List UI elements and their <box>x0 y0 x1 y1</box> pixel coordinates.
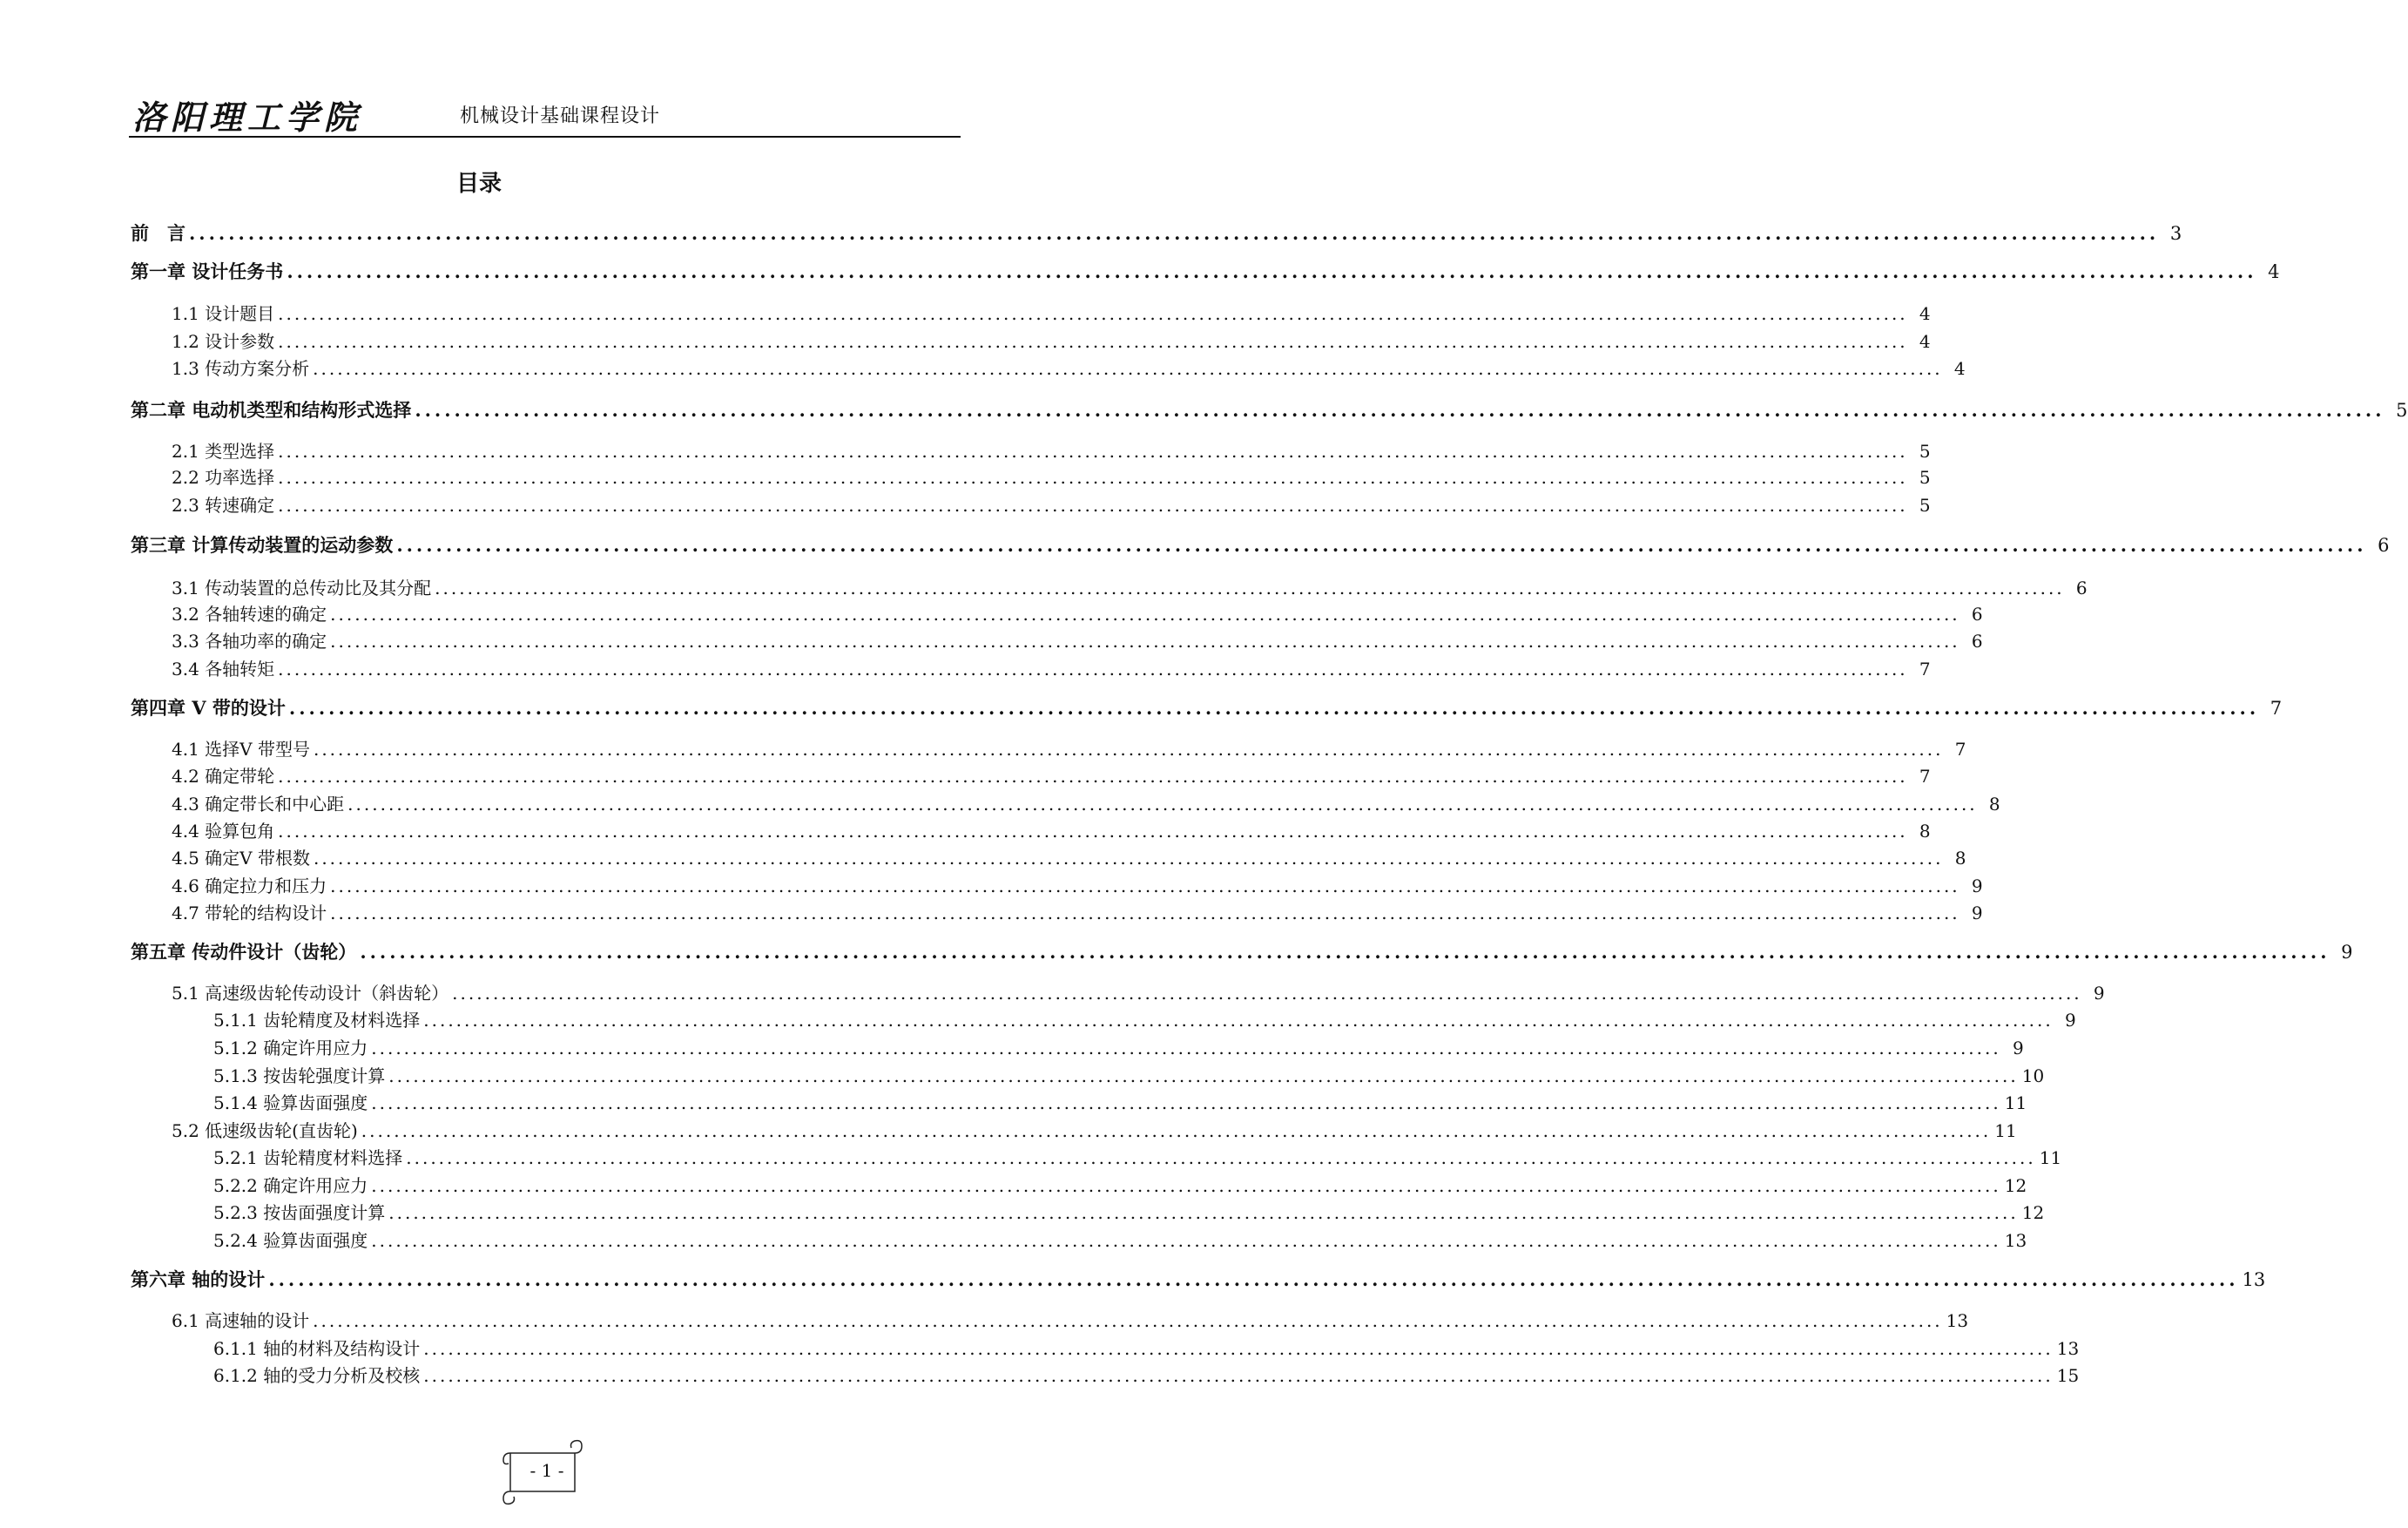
toc-section-entry[interactable] <box>213 1172 2027 1197</box>
toc-entry-page: 13 <box>2056 1338 2080 1359</box>
toc-section-entry[interactable] <box>172 872 1983 897</box>
toc-section-entry[interactable] <box>213 1199 2045 1224</box>
toc-entry-label: 第五章 传动件设计（齿轮） <box>131 941 357 963</box>
toc-section-entry[interactable] <box>213 1227 2027 1252</box>
toc-section-entry[interactable] <box>172 491 1931 517</box>
toc-entry-page: 9 <box>2013 1038 2024 1058</box>
toc-entry-page: 4 <box>1953 358 1966 379</box>
toc-entry-page: 4 <box>2268 261 2280 282</box>
dot-leader: ........................................................................................................................................................................................................ <box>330 631 1960 652</box>
toc-section-entry[interactable] <box>213 1335 2080 1360</box>
dot-leader: ........................................................................................................................................................................................................ <box>330 876 1960 896</box>
toc-entry-label: 5.1 高速级齿轮传动设计（斜齿轮） <box>172 983 449 1004</box>
toc-entry-page: 10 <box>2021 1065 2045 1086</box>
toc-chapter-entry[interactable] <box>131 1266 2266 1292</box>
toc-section-entry[interactable] <box>213 1089 2027 1114</box>
toc-entry-label: 4.6 确定拉力和压力 <box>172 876 327 896</box>
toc-entry-label: 前 言 <box>131 222 185 244</box>
toc-chapter-entry[interactable] <box>131 396 2408 423</box>
dot-leader: ........................................................................................................................................................................................................ <box>388 1202 2019 1223</box>
toc-section-entry[interactable] <box>172 1307 1969 1332</box>
toc-section-entry[interactable] <box>172 735 1966 761</box>
toc-section-entry[interactable] <box>213 1144 2062 1169</box>
toc-section-entry[interactable] <box>172 817 1931 842</box>
toc-entry-label: 第六章 轴的设计 <box>131 1268 266 1290</box>
toc-section-entry[interactable] <box>172 437 1931 463</box>
toc-section-entry[interactable] <box>213 1062 2045 1087</box>
toc-section-entry[interactable] <box>213 1034 2024 1059</box>
toc-entry-label: 5.2 低速级齿轮(直齿轮) <box>172 1120 358 1141</box>
dot-leader: ........................................................................................................................................................................................................ <box>278 821 1908 842</box>
toc-entry-label: 3.3 各轴功率的确定 <box>172 631 327 652</box>
toc-entry-page: 13 <box>2004 1230 2027 1251</box>
toc-entry-label: 5.1.1 齿轮精度及材料选择 <box>213 1010 421 1031</box>
toc-entry-label: 2.1 类型选择 <box>172 441 275 462</box>
toc-section-entry[interactable] <box>172 762 1931 788</box>
toc-entry-label: 2.2 功率选择 <box>172 467 275 488</box>
dot-leader: ........................................................................................................................................................................................................ <box>423 1365 2054 1386</box>
toc-entry-page: 5 <box>1919 441 1931 462</box>
toc-section-entry[interactable] <box>213 1362 2080 1387</box>
toc-section-entry[interactable] <box>172 627 1983 652</box>
toc-entry-page: 11 <box>1994 1120 2017 1141</box>
toc-entry-label: 6.1.1 轴的材料及结构设计 <box>213 1338 421 1359</box>
toc-section-entry[interactable] <box>213 1006 2076 1031</box>
dot-leader: ........................................................................................................................................................................................................ <box>278 495 1908 516</box>
toc-entry-page: 5 <box>2396 400 2408 421</box>
page-number: - 1 - <box>529 1460 564 1481</box>
toc-entry-page: 15 <box>2056 1365 2080 1386</box>
dot-leader: ........................................................................................................................................................................................................ <box>415 399 2385 421</box>
toc-entry-page: 7 <box>2270 698 2283 719</box>
toc-entry-page: 5 <box>1919 495 1931 516</box>
toc-entry-label: 5.1.2 确定许用应力 <box>213 1038 368 1058</box>
dot-leader: ........................................................................................................................................................................................................ <box>347 794 1978 815</box>
dot-leader: ........................................................................................................................................................................................................ <box>278 303 1908 324</box>
dot-leader: ........................................................................................................................................................................................................ <box>435 578 2065 598</box>
toc-entry-label: 4.7 带轮的结构设计 <box>172 903 327 923</box>
toc-entry-label: 4.4 验算包角 <box>172 821 275 842</box>
toc-entry-page: 3 <box>2169 223 2182 244</box>
dot-leader: ........................................................................................................................................................................................................ <box>388 1065 2019 1086</box>
toc-entry-label: 5.2.1 齿轮精度材料选择 <box>213 1147 403 1168</box>
toc-entry-label: 1.2 设计参数 <box>172 331 275 352</box>
toc-entry-label: 第三章 计算传动装置的运动参数 <box>131 534 394 556</box>
toc-chapter-entry[interactable] <box>131 220 2182 246</box>
toc-entry-page: 13 <box>1946 1310 1969 1331</box>
toc-entry-page: 7 <box>1954 739 1966 760</box>
toc-entry-label: 3.1 传动装置的总传动比及其分配 <box>172 578 432 598</box>
toc-entry-page: 6 <box>1971 604 1983 625</box>
dot-leader: ........................................................................................................................................................................................................ <box>406 1147 2036 1168</box>
toc-entry-page: 11 <box>2039 1147 2062 1168</box>
school-name: 洛阳理工学院 <box>132 98 363 137</box>
dot-leader: ........................................................................................................................................................................................................ <box>287 260 2257 282</box>
dot-leader: ........................................................................................................................................................................................................ <box>423 1010 2054 1031</box>
toc-entry-page: 12 <box>2004 1175 2027 1196</box>
toc-entry-label: 1.1 设计题目 <box>172 303 275 324</box>
toc-entry-label: 5.2.4 验算齿面强度 <box>213 1230 368 1251</box>
toc-chapter-entry[interactable] <box>131 694 2283 720</box>
toc-section-entry[interactable] <box>172 979 2105 1004</box>
toc-section-entry[interactable] <box>172 574 2088 599</box>
dot-leader: ........................................................................................................................................................................................................ <box>330 903 1960 923</box>
toc-entry-label: 5.2.2 确定许用应力 <box>213 1175 368 1196</box>
toc-entry-label: 4.1 选择V 带型号 <box>172 739 310 760</box>
toc-entry-page: 9 <box>2093 983 2105 1004</box>
toc-entry-label: 3.4 各轴转矩 <box>172 659 275 679</box>
toc-section-entry[interactable] <box>172 328 1931 353</box>
dot-leader: ........................................................................................................................................................................................................ <box>371 1175 2001 1196</box>
dot-leader: ........................................................................................................................................................................................................ <box>313 1310 1943 1331</box>
toc-entry-page: 9 <box>1971 876 1983 896</box>
toc-section-entry[interactable] <box>172 355 1966 380</box>
toc-entry-page: 6 <box>1971 631 1983 652</box>
dot-leader: ........................................................................................................................................................................................................ <box>313 358 1943 379</box>
toc-entry-page: 6 <box>2075 578 2088 598</box>
toc-section-entry[interactable] <box>172 1117 2017 1142</box>
dot-leader: ........................................................................................................................................................................................................ <box>313 739 1944 760</box>
dot-leader: ........................................................................................................................................................................................................ <box>278 766 1908 787</box>
course-title: 机械设计基础课程设计 <box>460 105 661 127</box>
toc-entry-page: 11 <box>2004 1092 2027 1113</box>
toc-entry-label: 3.2 各轴转速的确定 <box>172 604 327 625</box>
toc-entry-label: 6.1.2 轴的受力分析及校核 <box>213 1365 421 1386</box>
dot-leader: ........................................................................................................................................................................................................ <box>371 1230 2001 1251</box>
toc-entry-page: 8 <box>1919 821 1931 842</box>
page-footer <box>495 1437 590 1507</box>
toc-entry-label: 5.1.4 验算齿面强度 <box>213 1092 368 1113</box>
dot-leader: ........................................................................................................................................................................................................ <box>371 1038 2001 1058</box>
toc-entry-page: 12 <box>2021 1202 2045 1223</box>
dot-leader: ........................................................................................................................................................................................................ <box>288 697 2260 719</box>
toc-chapter-entry[interactable] <box>131 258 2280 284</box>
toc-entry-label: 5.2.3 按齿面强度计算 <box>213 1202 386 1223</box>
dot-leader: ........................................................................................................................................................................................................ <box>268 1268 2239 1290</box>
toc-entry-page: 9 <box>1971 903 1983 923</box>
toc-entry-page: 4 <box>1919 303 1931 324</box>
toc-entry-page: 7 <box>1919 766 1931 787</box>
toc-entry-label: 4.2 确定带轮 <box>172 766 275 787</box>
dot-leader: ........................................................................................................................................................................................................ <box>278 331 1908 352</box>
toc-entry-page: 9 <box>2065 1010 2076 1031</box>
dot-leader: ........................................................................................................................................................................................................ <box>278 467 1908 488</box>
toc-section-entry[interactable] <box>172 463 1931 489</box>
toc-entry-page: 8 <box>1954 848 1966 869</box>
dot-leader: ........................................................................................................................................................................................................ <box>361 1120 1992 1141</box>
toc-entry-label: 第二章 电动机类型和结构形式选择 <box>131 399 412 421</box>
dot-leader: ........................................................................................................................................................................................................ <box>396 534 2367 556</box>
toc-section-entry[interactable] <box>172 600 1983 625</box>
toc-entry-label: 5.1.3 按齿轮强度计算 <box>213 1065 386 1086</box>
toc-entry-page: 7 <box>1919 659 1931 679</box>
toc-entry-label: 第四章 V 带的设计 <box>131 697 286 719</box>
toc-section-entry[interactable] <box>172 300 1931 325</box>
dot-leader: ........................................................................................................................................................................................................ <box>330 604 1960 625</box>
toc-title: 目录 <box>455 171 502 197</box>
toc-chapter-entry[interactable] <box>131 938 2353 964</box>
toc-section-entry[interactable] <box>172 899 1983 924</box>
toc-entry-label: 2.3 转速确定 <box>172 495 275 516</box>
toc-chapter-entry[interactable] <box>131 531 2390 558</box>
dot-leader: ........................................................................................................................................................................................................ <box>371 1092 2001 1113</box>
dot-leader: ........................................................................................................................................................................................................ <box>278 441 1908 462</box>
toc-entry-label: 第一章 设计任务书 <box>131 260 284 282</box>
toc-entry-page: 4 <box>1919 331 1931 352</box>
toc-entry-page: 13 <box>2242 1269 2266 1290</box>
toc-entry-label: 6.1 高速轴的设计 <box>172 1310 310 1331</box>
toc-entry-page: 9 <box>2341 942 2353 963</box>
dot-leader: ........................................................................................................................................................................................................ <box>278 659 1908 679</box>
toc-entry-page: 6 <box>2378 535 2390 556</box>
dot-leader: ........................................................................................................................................................................................................ <box>313 848 1944 869</box>
toc-entry-page: 8 <box>1988 794 2000 815</box>
toc-entry-label: 4.5 确定V 带根数 <box>172 848 310 869</box>
toc-entry-page: 5 <box>1919 467 1931 488</box>
page-header <box>129 87 961 138</box>
dot-leader: ........................................................................................................................................................................................................ <box>189 222 2160 244</box>
toc-section-entry[interactable] <box>172 655 1931 680</box>
dot-leader: ........................................................................................................................................................................................................ <box>423 1338 2054 1359</box>
toc-entry-label: 4.3 确定带长和中心距 <box>172 794 345 815</box>
dot-leader: ........................................................................................................................................................................................................ <box>452 983 2082 1004</box>
toc-section-entry[interactable] <box>172 844 1966 869</box>
toc-section-entry[interactable] <box>172 790 2000 815</box>
toc-entry-label: 1.3 传动方案分析 <box>172 358 310 379</box>
dot-leader: ........................................................................................................................................................................................................ <box>360 941 2330 963</box>
